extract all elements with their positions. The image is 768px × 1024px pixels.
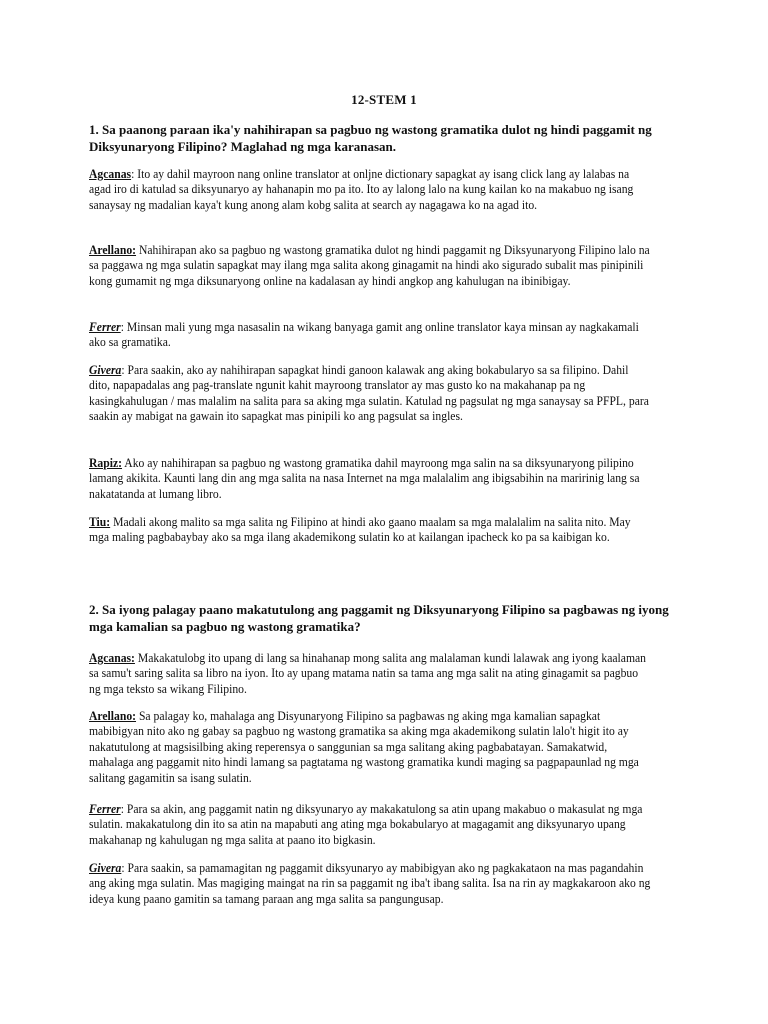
answer-text: Ito ay dahil mayroon nang online translator at onljne dictionary sapagkat ay isang click lang ay lalabas na agad iro di katulad sa diksyunaryo ay hahanapin mo pa ito. Ito ay lalong lalo na kung kailan ko na makabuo ng isang sanaysay ng madalian kaya't kung anong alam kobg salita at search ay nagagawa ko na agad ito.	[89, 167, 634, 212]
answer-text: Minsan mali yung mga nasasalin na wikang banyaga gamit ang online translator kaya minsan ay nagkakamali ako sa gramatika.	[89, 320, 639, 350]
answer-tiu-q1	[89, 515, 651, 546]
answer-ferrer-q2	[89, 802, 651, 848]
answer-givera-q2	[89, 861, 651, 907]
answer-ferrer-q1	[89, 320, 651, 351]
respondent-name: Tiu:	[89, 515, 111, 529]
respondent-name: Givera	[89, 861, 122, 875]
question-2: 2. Sa iyong palagay paano makatutulong ang paggamit ng Diksyunaryong Filipino sa pagbawas ng iyong mga kamalian sa pagbuo ng wastong gramatika?	[89, 602, 669, 634]
answer-agcanas-q1	[89, 167, 651, 213]
answer-agcanas-q2	[89, 651, 651, 697]
respondent-name: Agcanas	[89, 167, 132, 181]
respondent-name: Ferrer	[89, 320, 121, 334]
answer-givera-q1	[89, 363, 651, 425]
respondent-name: Arellano:	[89, 243, 137, 257]
respondent-name: Givera	[89, 363, 122, 377]
respondent-name: Ferrer	[89, 802, 121, 816]
answer-text: Ako ay nahihirapan sa pagbuo ng wastong gramatika dahil mayroong mga salin na sa diksyunaryong pilipino lamang akikita. Kaunti lang din ang mga salita na nasa Internet na mga malalalim ang ibigsabihin na maririnig lang sa nakatatanda at lumang libro.	[89, 456, 640, 501]
answer-text: Para saakin, sa pamamagitan ng paggamit diksyunaryo ay mabibigyan ako ng pagkakataon na mas pagandahin ang aking mga sulatin. Mas magiging maingat na rin sa paggamit ng iba't ibang salita. Isa na rin ay magkakaroon ako ng ideya kung paano gamitin sa tamang paraan ang mga salita sa pangungusap.	[89, 861, 651, 906]
answer-rapiz-q1	[89, 456, 651, 502]
answer-text: Madali akong malito sa mga salita ng Filipino at hindi ako gaano maalam sa mga malalalim na salita nito. May mga maling pagbabaybay ako sa mga ilang akademikong sulatin ko at kailangan ipacheck ko pa sa kaibigan ko.	[89, 515, 631, 545]
answer-text: Nahihirapan ako sa pagbuo ng wastong gramatika dulot ng hindi paggamit ng Diksyunaryong Filipino lalo na sa paggawa ng mga sulatin sapagkat may ilang mga salita akong ginagamit na hindi ako sigurado subalit mas pinipinili kong gumamit ng mga diksunaryong online na kadalasan ay hindi angkop ang kahulugan na ibinibigay.	[89, 243, 650, 288]
answer-arellano-q2	[89, 709, 651, 786]
name-separator: :	[120, 802, 127, 816]
name-separator: :	[120, 320, 127, 334]
answer-text: Para sa akin, ang paggamit natin ng diksyunaryo ay makakatulong sa atin upang makabuo o makasulat ng mga sulatin. makakatulong din ito sa atin na mapabuti ang ating mga bokabularyo at magagamit ang diksyunaryo upang makahanap ng kahulugan ng mga salita at paano ito bigkasin.	[89, 802, 643, 847]
document-title: 12-STEM 1	[351, 92, 417, 107]
answer-text: Sa palagay ko, mahalaga ang Disyunaryong Filipino sa pagbawas ng aking mga kamalian sapagkat mabibigyan nito ako ng gabay sa pagbuo ng wastong gramatika sa aking mga akademikong sulatin lalo't higit ito ay nakatutulong at magsisilbing aking reperensya o sanggunian sa mga salitang aking pagbabatayan. Samakatwid, mahalaga ang paggamit nito hindi lamang sa pagtatama ng wastong gramatika kundi maging sa pagpapaunlad ng mga salitang gagamitin sa isang sulatin.	[89, 709, 639, 785]
question-1: 1. Sa paanong paraan ika'y nahihirapan sa pagbuo ng wastong gramatika dulot ng hindi paggamit ng Diksyunaryong Filipino? Maglahad ng mga karanasan.	[89, 122, 652, 154]
name-separator: :	[121, 861, 128, 875]
respondent-name: Arellano:	[89, 709, 137, 723]
respondent-name: Agcanas:	[89, 651, 135, 665]
name-separator: :	[131, 167, 138, 181]
answer-text: Makakatulobg ito upang di lang sa hinahanap mong salita ang malalaman kundi lalawak ang iyong kaalaman sa samu't saring salita sa libro na iyon. Ito ay upang matama natin sa tama ang mga salit na ating ginagamit sa pagbuo ng mga teksto sa wikang Filipino.	[89, 651, 646, 696]
name-separator: :	[121, 363, 128, 377]
answer-text: Para saakin, ako ay nahihirapan sapagkat hindi ganoon kalawak ang aking bokabularyo sa sa filipino. Dahil dito, napapadalas ang pag-translate ngunit kahit mayroong translator ay mas gusto ko na makahanap pa ng kasingkahulugan / mas malalim na salita para sa aking mga sulatin. Katulad ng pagsulat ng mga sanaysay sa PFPL, para saakin ay mabigat na gawain ito sapagkat mas pinipili ko ang pagsulat sa ingles.	[89, 363, 649, 424]
respondent-name: Rapiz:	[89, 456, 123, 470]
answer-arellano-q1	[89, 243, 651, 289]
